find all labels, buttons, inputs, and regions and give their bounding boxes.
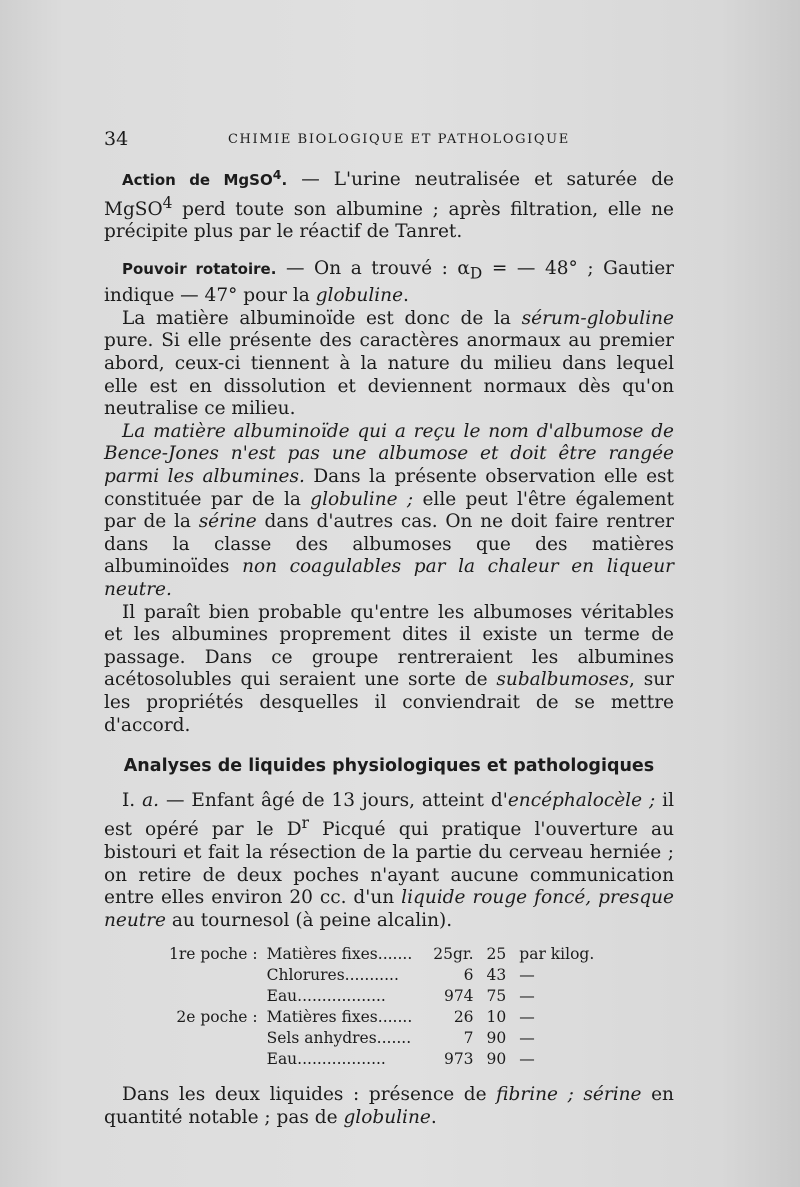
table-row: Eau.................. 974 75 —	[266, 987, 535, 1006]
section-label-rotatoire: Pouvoir rotatoire.	[122, 259, 277, 278]
paragraph-serum-globuline: La matière albuminoïde est donc de la sérum-globuline pure. Si elle présente des caractères anormaux au premier abord, ceux-ci tiennent à la nature du milieu dans lequel elle est en dissolution et deviennent normaux dès qu'on neutralise ce milieu.	[104, 307, 674, 420]
paragraph-conclusion: Dans les deux liquides : présence de fibrine ; sérine en quantité notable ; pas de globuline.	[104, 1084, 674, 1128]
table-row: 2e poche : Matières fixes....... 26 10 —	[176, 1008, 535, 1027]
table-row: Sels anhydres....... 7 90 —	[266, 1029, 535, 1048]
section-label-mgso4: Action de MgSO$^4$.	[122, 167, 288, 189]
paragraph-case-one: I. a. — Enfant âgé de 13 jours, atteint d'encéphalocèle ; il est opéré par le $D^r$ Picqué qui pratique l'ouverture au bistouri et fait la résection de la partie du cerveau herniée ; on retire de deux poches n'ayant aucune communication entre elles environ 20 cc. d'un liquide rouge foncé, presque neutre au tournesol (à peine alcalin).	[104, 789, 674, 931]
running-title: CHIMIE BIOLOGIQUE ET PATHOLOGIQUE	[228, 132, 570, 147]
paragraph-subalbumoses: Il paraît bien probable qu'entre les albumoses véritables et les albumines proprement dites il existe un terme de passage. Dans ce groupe rentreraient les albumines acétosolubles qui seraient une sorte de subalbumoses, sur les propriétés desquelles il conviendrait de se mettre d'accord.	[104, 601, 675, 736]
page-header	[104, 128, 674, 152]
paragraph-action-mgso4: Action de MgSO$^4$. — L'urine neutralisée et saturée de MgSO$^4$ perd toute son albumine ; après filtration, elle ne précipite plus par le réactif de Tanret.	[104, 167, 674, 243]
paragraph-bence-jones: La matière albuminoïde qui a reçu le nom d'albumose de Bence-Jones n'est pas une albumose et doit être rangée parmi les albumines. Dans la présente observation elle est constituée par de la globuline ; elle peut l'être également par de la sérine dans d'autres cas. On ne doit faire rentrer dans la classe des albumoses que des matières albuminoïdes non coagulables par la chaleur en liqueur neutre.	[104, 420, 674, 600]
table-row: 1re poche : Matières fixes....... 25gr. 25 par kilog.	[169, 945, 595, 964]
analysis-table	[166, 944, 597, 1070]
section-title: Analyses de liquides physiologiques et pathologiques	[123, 756, 655, 777]
table-row: Chlorures........... 6 43 —	[266, 966, 535, 985]
table-row: Eau.................. 973 90 —	[266, 1050, 535, 1069]
page-number: 34	[104, 128, 129, 150]
paragraph-pouvoir-rotatoire: Pouvoir rotatoire. — On a trouvé : $\alpha_D$ = — 48° ; Gautier indique — 47° pour la globuline.	[104, 257, 675, 307]
page-body	[104, 164, 674, 1130]
